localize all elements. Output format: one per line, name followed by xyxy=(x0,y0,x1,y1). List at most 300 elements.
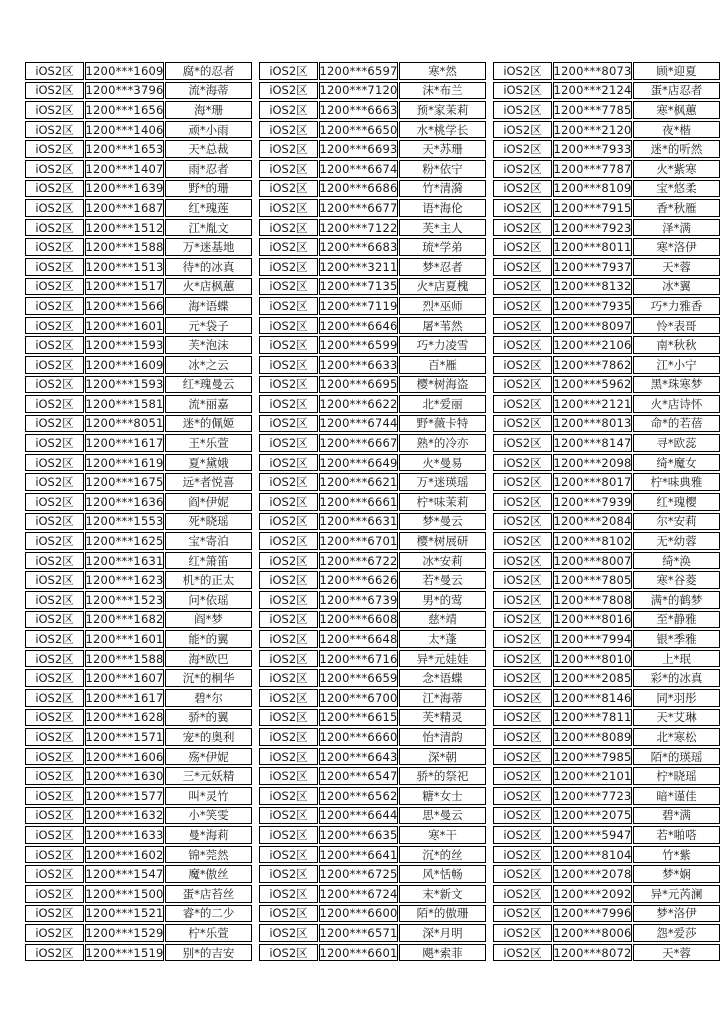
player-name-cell: 香*秋雁 xyxy=(633,199,720,217)
account-id-cell: 1200***1581 xyxy=(85,396,164,411)
account-id-cell: 1200***1602 xyxy=(85,847,164,862)
account-id-cell: 1200***6626 xyxy=(319,573,398,588)
player-name-cell: 无*幼蓉 xyxy=(633,532,720,550)
zone-cell: iOS2区 xyxy=(259,571,318,589)
player-name-cell: 竹*清漪 xyxy=(399,180,486,198)
account-id-cell: 1200***1601 xyxy=(85,632,164,647)
zone-cell: iOS2区 xyxy=(493,571,552,589)
table-row xyxy=(493,376,720,394)
player-name-cell: 柠*乐萱 xyxy=(165,924,252,942)
player-name-cell: 火*店枫蕙 xyxy=(165,278,252,296)
table-row xyxy=(259,82,486,100)
table-row xyxy=(259,336,486,354)
account-id-cell: 1200***6571 xyxy=(319,925,398,940)
zone-cell: iOS2区 xyxy=(493,278,552,296)
zone-cell: iOS2区 xyxy=(25,905,84,923)
player-name-cell: 陌*的瑛瑶 xyxy=(633,748,720,766)
account-id-cell: 1200***8011 xyxy=(553,240,632,255)
zone-cell: iOS2区 xyxy=(493,591,552,609)
zone-cell: iOS2区 xyxy=(493,317,552,335)
account-id-cell: 1200***1687 xyxy=(85,200,164,215)
player-name-cell: 粉*依宁 xyxy=(399,160,486,178)
zone-cell: iOS2区 xyxy=(25,121,84,139)
table-row xyxy=(25,650,252,668)
account-id-cell: 1200***8147 xyxy=(553,436,632,451)
table-row xyxy=(25,689,252,707)
zone-cell: iOS2区 xyxy=(493,140,552,158)
player-name-cell: 巧*力凌雪 xyxy=(399,336,486,354)
account-id-cell: 1200***6725 xyxy=(319,867,398,882)
table-row xyxy=(259,532,486,550)
zone-cell: iOS2区 xyxy=(259,62,318,80)
table-row xyxy=(25,199,252,217)
table-row xyxy=(25,473,252,491)
table-row xyxy=(493,905,720,923)
player-name-cell: 樱*树海盗 xyxy=(399,376,486,394)
table-row xyxy=(259,473,486,491)
player-name-cell: 北*爱丽 xyxy=(399,395,486,413)
zone-cell: iOS2区 xyxy=(259,258,318,276)
zone-cell: iOS2区 xyxy=(25,689,84,707)
zone-cell: iOS2区 xyxy=(25,62,84,80)
player-name-cell: 绮*魔女 xyxy=(633,454,720,472)
table-row xyxy=(259,199,486,217)
player-name-cell: 梦*洛伊 xyxy=(633,905,720,923)
player-name-cell: 深*朝 xyxy=(399,748,486,766)
table-row xyxy=(25,905,252,923)
table-row xyxy=(259,513,486,531)
account-id-cell: 1200***1529 xyxy=(85,925,164,940)
zone-cell: iOS2区 xyxy=(25,552,84,570)
table-row xyxy=(259,591,486,609)
table-row xyxy=(493,317,720,335)
account-id-cell: 1200***6695 xyxy=(319,377,398,392)
player-name-cell: 泽*满 xyxy=(633,219,720,237)
account-id-cell: 1200***7994 xyxy=(553,632,632,647)
player-name-cell: 天*蓉 xyxy=(633,258,720,276)
table-row xyxy=(25,180,252,198)
table-row xyxy=(25,630,252,648)
account-id-cell: 1200***6644 xyxy=(319,808,398,823)
table-row xyxy=(259,846,486,864)
zone-cell: iOS2区 xyxy=(259,160,318,178)
account-id-cell: 1200***1682 xyxy=(85,612,164,627)
player-name-cell: 夜*楷 xyxy=(633,121,720,139)
player-name-cell: 怜*表哥 xyxy=(633,317,720,335)
table-row xyxy=(25,571,252,589)
table-row xyxy=(493,826,720,844)
player-name-cell: 烈*巫师 xyxy=(399,297,486,315)
zone-cell: iOS2区 xyxy=(259,944,318,962)
zone-cell: iOS2区 xyxy=(25,317,84,335)
player-name-cell: 怡*清韵 xyxy=(399,728,486,746)
player-name-cell: 屠*苇然 xyxy=(399,317,486,335)
table-row xyxy=(259,630,486,648)
account-id-cell: 1200***1625 xyxy=(85,534,164,549)
account-id-cell: 1200***8102 xyxy=(553,534,632,549)
player-name-cell: 待*的冰真 xyxy=(165,258,252,276)
account-id-cell: 1200***6601 xyxy=(319,945,398,960)
account-id-cell: 1200***7935 xyxy=(553,298,632,313)
account-id-cell: 1200***6693 xyxy=(319,142,398,157)
player-name-cell: 绮*涣 xyxy=(633,552,720,570)
zone-cell: iOS2区 xyxy=(259,395,318,413)
zone-cell: iOS2区 xyxy=(493,924,552,942)
player-name-cell: 阎*梦 xyxy=(165,611,252,629)
table-row xyxy=(25,454,252,472)
player-name-cell: 天*艾琳 xyxy=(633,709,720,727)
table-row xyxy=(493,650,720,668)
table-row xyxy=(25,82,252,100)
account-id-cell: 1200***6686 xyxy=(319,181,398,196)
player-name-cell: 宝*悠柔 xyxy=(633,180,720,198)
zone-cell: iOS2区 xyxy=(259,865,318,883)
zone-cell: iOS2区 xyxy=(493,82,552,100)
account-id-cell: 1200***6661 xyxy=(319,494,398,509)
account-id-cell: 1200***8016 xyxy=(553,612,632,627)
player-name-cell: 火*紫寒 xyxy=(633,160,720,178)
account-id-cell: 1200***6615 xyxy=(319,710,398,725)
player-name-cell: 江*海蒂 xyxy=(399,689,486,707)
zone-cell: iOS2区 xyxy=(493,434,552,452)
account-id-cell: 1200***6677 xyxy=(319,200,398,215)
table-row xyxy=(25,513,252,531)
table-row xyxy=(493,846,720,864)
player-name-cell: 曼*海莉 xyxy=(165,826,252,844)
table-row xyxy=(25,944,252,962)
account-id-cell: 1200***6667 xyxy=(319,436,398,451)
zone-cell: iOS2区 xyxy=(493,807,552,825)
account-id-cell: 1200***7787 xyxy=(553,161,632,176)
account-id-cell: 1200***1577 xyxy=(85,788,164,803)
zone-cell: iOS2区 xyxy=(25,826,84,844)
table-row xyxy=(493,611,720,629)
zone-cell: iOS2区 xyxy=(259,434,318,452)
table-row xyxy=(493,865,720,883)
account-id-cell: 1200***8013 xyxy=(553,416,632,431)
account-id-cell: 1200***8007 xyxy=(553,553,632,568)
player-name-cell: 碧*满 xyxy=(633,807,720,825)
table-row xyxy=(259,944,486,962)
account-id-cell: 1200***2121 xyxy=(553,396,632,411)
account-id-cell: 1200***1521 xyxy=(85,906,164,921)
player-name-cell: 沫*布兰 xyxy=(399,82,486,100)
table-row xyxy=(25,846,252,864)
account-id-cell: 1200***6622 xyxy=(319,396,398,411)
zone-cell: iOS2区 xyxy=(25,395,84,413)
zone-cell: iOS2区 xyxy=(493,611,552,629)
table-row xyxy=(25,160,252,178)
table-row xyxy=(493,787,720,805)
zone-cell: iOS2区 xyxy=(259,493,318,511)
player-name-cell: 怨*爱莎 xyxy=(633,924,720,942)
zone-cell: iOS2区 xyxy=(259,336,318,354)
account-id-cell: 1200***8146 xyxy=(553,690,632,705)
player-name-cell: 江*小宁 xyxy=(633,356,720,374)
account-id-cell: 1200***6659 xyxy=(319,671,398,686)
account-id-cell: 1200***6650 xyxy=(319,122,398,137)
account-id-cell: 1200***6633 xyxy=(319,357,398,372)
zone-cell: iOS2区 xyxy=(259,101,318,119)
player-name-cell: 末*新文 xyxy=(399,885,486,903)
account-id-cell: 1200***1617 xyxy=(85,690,164,705)
player-name-cell: 宠*的奥利 xyxy=(165,728,252,746)
zone-cell: iOS2区 xyxy=(493,297,552,315)
table-row xyxy=(25,826,252,844)
table-row xyxy=(493,513,720,531)
zone-cell: iOS2区 xyxy=(25,944,84,962)
player-name-cell: 野*薇卡特 xyxy=(399,415,486,433)
player-name-cell: 柠*味茉莉 xyxy=(399,493,486,511)
account-id-cell: 1200***8104 xyxy=(553,847,632,862)
player-name-cell: 梦*娴 xyxy=(633,865,720,883)
table-row xyxy=(493,807,720,825)
zone-cell: iOS2区 xyxy=(25,865,84,883)
zone-cell: iOS2区 xyxy=(259,650,318,668)
table-row xyxy=(25,748,252,766)
player-name-cell: 迷*的听然 xyxy=(633,140,720,158)
zone-cell: iOS2区 xyxy=(25,630,84,648)
player-name-cell: 糖*女士 xyxy=(399,787,486,805)
account-id-cell: 1200***6597 xyxy=(319,63,398,78)
account-id-cell: 1200***2106 xyxy=(553,338,632,353)
account-id-cell: 1200***1675 xyxy=(85,475,164,490)
table-row xyxy=(493,571,720,589)
account-id-cell: 1200***8089 xyxy=(553,729,632,744)
player-name-cell: 思*曼云 xyxy=(399,807,486,825)
account-id-cell: 1200***2120 xyxy=(553,122,632,137)
player-name-cell: 宝*寄泊 xyxy=(165,532,252,550)
zone-cell: iOS2区 xyxy=(493,238,552,256)
player-name-cell: 暗*谨佳 xyxy=(633,787,720,805)
account-id-cell: 1200***6635 xyxy=(319,827,398,842)
player-name-cell: 上*珉 xyxy=(633,650,720,668)
zone-cell: iOS2区 xyxy=(493,62,552,80)
table-row xyxy=(25,865,252,883)
table-row xyxy=(493,493,720,511)
zone-cell: iOS2区 xyxy=(25,669,84,687)
account-id-cell: 1200***2078 xyxy=(553,867,632,882)
account-id-cell: 1200***6700 xyxy=(319,690,398,705)
account-id-cell: 1200***1406 xyxy=(85,122,164,137)
table-row xyxy=(259,258,486,276)
table-row xyxy=(25,552,252,570)
zone-cell: iOS2区 xyxy=(25,924,84,942)
table-row xyxy=(25,297,252,315)
player-name-cell: 蛋*店苔丝 xyxy=(165,885,252,903)
player-name-cell: 红*瑰莲 xyxy=(165,199,252,217)
player-name-cell: 柠*晓瑶 xyxy=(633,767,720,785)
zone-cell: iOS2区 xyxy=(25,258,84,276)
player-name-cell: 巧*力雅香 xyxy=(633,297,720,315)
player-name-cell: 万*迷瑛瑶 xyxy=(399,473,486,491)
account-id-cell: 1200***7808 xyxy=(553,592,632,607)
table-row xyxy=(493,552,720,570)
player-table-3 xyxy=(493,62,720,963)
zone-cell: iOS2区 xyxy=(25,434,84,452)
player-name-cell: 至*静雅 xyxy=(633,611,720,629)
table-row xyxy=(493,728,720,746)
table-row xyxy=(25,317,252,335)
zone-cell: iOS2区 xyxy=(493,552,552,570)
table-row xyxy=(493,709,720,727)
player-name-cell: 睿*的二少 xyxy=(165,905,252,923)
account-id-cell: 1200***1523 xyxy=(85,592,164,607)
player-name-cell: 太*蓬 xyxy=(399,630,486,648)
table-row xyxy=(259,297,486,315)
player-name-cell: 顾*迎夏 xyxy=(633,62,720,80)
zone-cell: iOS2区 xyxy=(259,905,318,923)
account-id-cell: 1200***1656 xyxy=(85,102,164,117)
table-row xyxy=(259,611,486,629)
player-name-cell: 预*家茉莉 xyxy=(399,101,486,119)
table-row xyxy=(259,826,486,844)
table-row xyxy=(259,885,486,903)
player-name-cell: 死*晓瑶 xyxy=(165,513,252,531)
player-name-cell: 远*者悦喜 xyxy=(165,473,252,491)
account-id-cell: 1200***6663 xyxy=(319,102,398,117)
zone-cell: iOS2区 xyxy=(493,865,552,883)
player-name-cell: 江*胤文 xyxy=(165,219,252,237)
zone-cell: iOS2区 xyxy=(259,121,318,139)
account-id-cell: 1200***8017 xyxy=(553,475,632,490)
account-id-cell: 1200***2084 xyxy=(553,514,632,529)
account-id-cell: 1200***8109 xyxy=(553,181,632,196)
account-id-cell: 1200***1607 xyxy=(85,671,164,686)
zone-cell: iOS2区 xyxy=(493,728,552,746)
account-id-cell: 1200***6608 xyxy=(319,612,398,627)
zone-cell: iOS2区 xyxy=(493,493,552,511)
zone-cell: iOS2区 xyxy=(493,336,552,354)
player-name-cell: 竹*紫 xyxy=(633,846,720,864)
player-name-cell: 芙*泡沫 xyxy=(165,336,252,354)
table-row xyxy=(493,454,720,472)
account-id-cell: 1200***1571 xyxy=(85,729,164,744)
account-id-cell: 1200***2085 xyxy=(553,671,632,686)
account-id-cell: 1200***1601 xyxy=(85,318,164,333)
zone-cell: iOS2区 xyxy=(259,278,318,296)
table-row xyxy=(493,748,720,766)
player-name-cell: 若*啪嗒 xyxy=(633,826,720,844)
account-id-cell: 1200***5947 xyxy=(553,827,632,842)
zone-cell: iOS2区 xyxy=(259,787,318,805)
player-name-cell: 梦*曼云 xyxy=(399,513,486,531)
table-row xyxy=(259,493,486,511)
account-id-cell: 1200***6562 xyxy=(319,788,398,803)
table-row xyxy=(25,376,252,394)
zone-cell: iOS2区 xyxy=(493,650,552,668)
player-name-cell: 流*丽嘉 xyxy=(165,395,252,413)
account-id-cell: 1200***7723 xyxy=(553,788,632,803)
player-name-cell: 男*的莺 xyxy=(399,591,486,609)
account-id-cell: 1200***6547 xyxy=(319,769,398,784)
zone-cell: iOS2区 xyxy=(259,297,318,315)
account-id-cell: 1200***2098 xyxy=(553,455,632,470)
player-name-cell: 语*海伦 xyxy=(399,199,486,217)
player-name-cell: 寒*洛伊 xyxy=(633,238,720,256)
zone-cell: iOS2区 xyxy=(493,356,552,374)
account-id-cell: 1200***6744 xyxy=(319,416,398,431)
player-name-cell: 梦*忍者 xyxy=(399,258,486,276)
player-name-cell: 万*迷基地 xyxy=(165,238,252,256)
table-row xyxy=(493,180,720,198)
table-row xyxy=(259,62,486,80)
account-id-cell: 1200***7985 xyxy=(553,749,632,764)
table-row xyxy=(25,885,252,903)
account-id-cell: 1200***6722 xyxy=(319,553,398,568)
zone-cell: iOS2区 xyxy=(259,82,318,100)
zone-cell: iOS2区 xyxy=(25,767,84,785)
account-id-cell: 1200***1623 xyxy=(85,573,164,588)
table-row xyxy=(493,395,720,413)
table-row xyxy=(259,121,486,139)
zone-cell: iOS2区 xyxy=(25,846,84,864)
table-row xyxy=(493,101,720,119)
player-name-cell: 顽*小雨 xyxy=(165,121,252,139)
player-name-cell: 魔*傲丝 xyxy=(165,865,252,883)
player-name-cell: 百*雁 xyxy=(399,356,486,374)
zone-cell: iOS2区 xyxy=(25,356,84,374)
account-id-cell: 1200***7119 xyxy=(319,298,398,313)
table-row xyxy=(493,356,720,374)
account-id-cell: 1200***6649 xyxy=(319,455,398,470)
zone-cell: iOS2区 xyxy=(493,787,552,805)
account-id-cell: 1200***6648 xyxy=(319,632,398,647)
account-id-cell: 1200***7135 xyxy=(319,279,398,294)
table-row xyxy=(25,611,252,629)
player-name-cell: 异*元娃娃 xyxy=(399,650,486,668)
zone-cell: iOS2区 xyxy=(493,121,552,139)
player-name-cell: 樱*树展研 xyxy=(399,532,486,550)
account-id-cell: 1200***1609 xyxy=(85,63,164,78)
table-row xyxy=(25,787,252,805)
account-id-cell: 1200***6599 xyxy=(319,338,398,353)
table-row xyxy=(259,101,486,119)
table-row xyxy=(259,278,486,296)
account-id-cell: 1200***7120 xyxy=(319,83,398,98)
zone-cell: iOS2区 xyxy=(25,180,84,198)
player-name-cell: 夏*黛娥 xyxy=(165,454,252,472)
player-name-cell: 海*珊 xyxy=(165,101,252,119)
account-id-cell: 1200***6739 xyxy=(319,592,398,607)
zone-cell: iOS2区 xyxy=(25,885,84,903)
zone-cell: iOS2区 xyxy=(493,199,552,217)
zone-cell: iOS2区 xyxy=(25,787,84,805)
zone-cell: iOS2区 xyxy=(25,101,84,119)
zone-cell: iOS2区 xyxy=(259,689,318,707)
player-name-cell: 冰*之云 xyxy=(165,356,252,374)
zone-cell: iOS2区 xyxy=(493,473,552,491)
zone-cell: iOS2区 xyxy=(259,513,318,531)
player-name-cell: 北*寒松 xyxy=(633,728,720,746)
account-id-cell: 1200***1636 xyxy=(85,494,164,509)
player-name-cell: 别*的吉安 xyxy=(165,944,252,962)
account-id-cell: 1200***8006 xyxy=(553,925,632,940)
table-row xyxy=(493,336,720,354)
account-id-cell: 1200***7122 xyxy=(319,220,398,235)
account-id-cell: 1200***1547 xyxy=(85,867,164,882)
table-row xyxy=(25,709,252,727)
player-name-cell: 海*欧巴 xyxy=(165,650,252,668)
zone-cell: iOS2区 xyxy=(259,532,318,550)
player-name-cell: 火*店诗怀 xyxy=(633,395,720,413)
table-row xyxy=(259,395,486,413)
player-name-cell: 火*曼易 xyxy=(399,454,486,472)
zone-cell: iOS2区 xyxy=(259,238,318,256)
table-row xyxy=(493,258,720,276)
zone-cell: iOS2区 xyxy=(25,493,84,511)
table-row xyxy=(493,278,720,296)
